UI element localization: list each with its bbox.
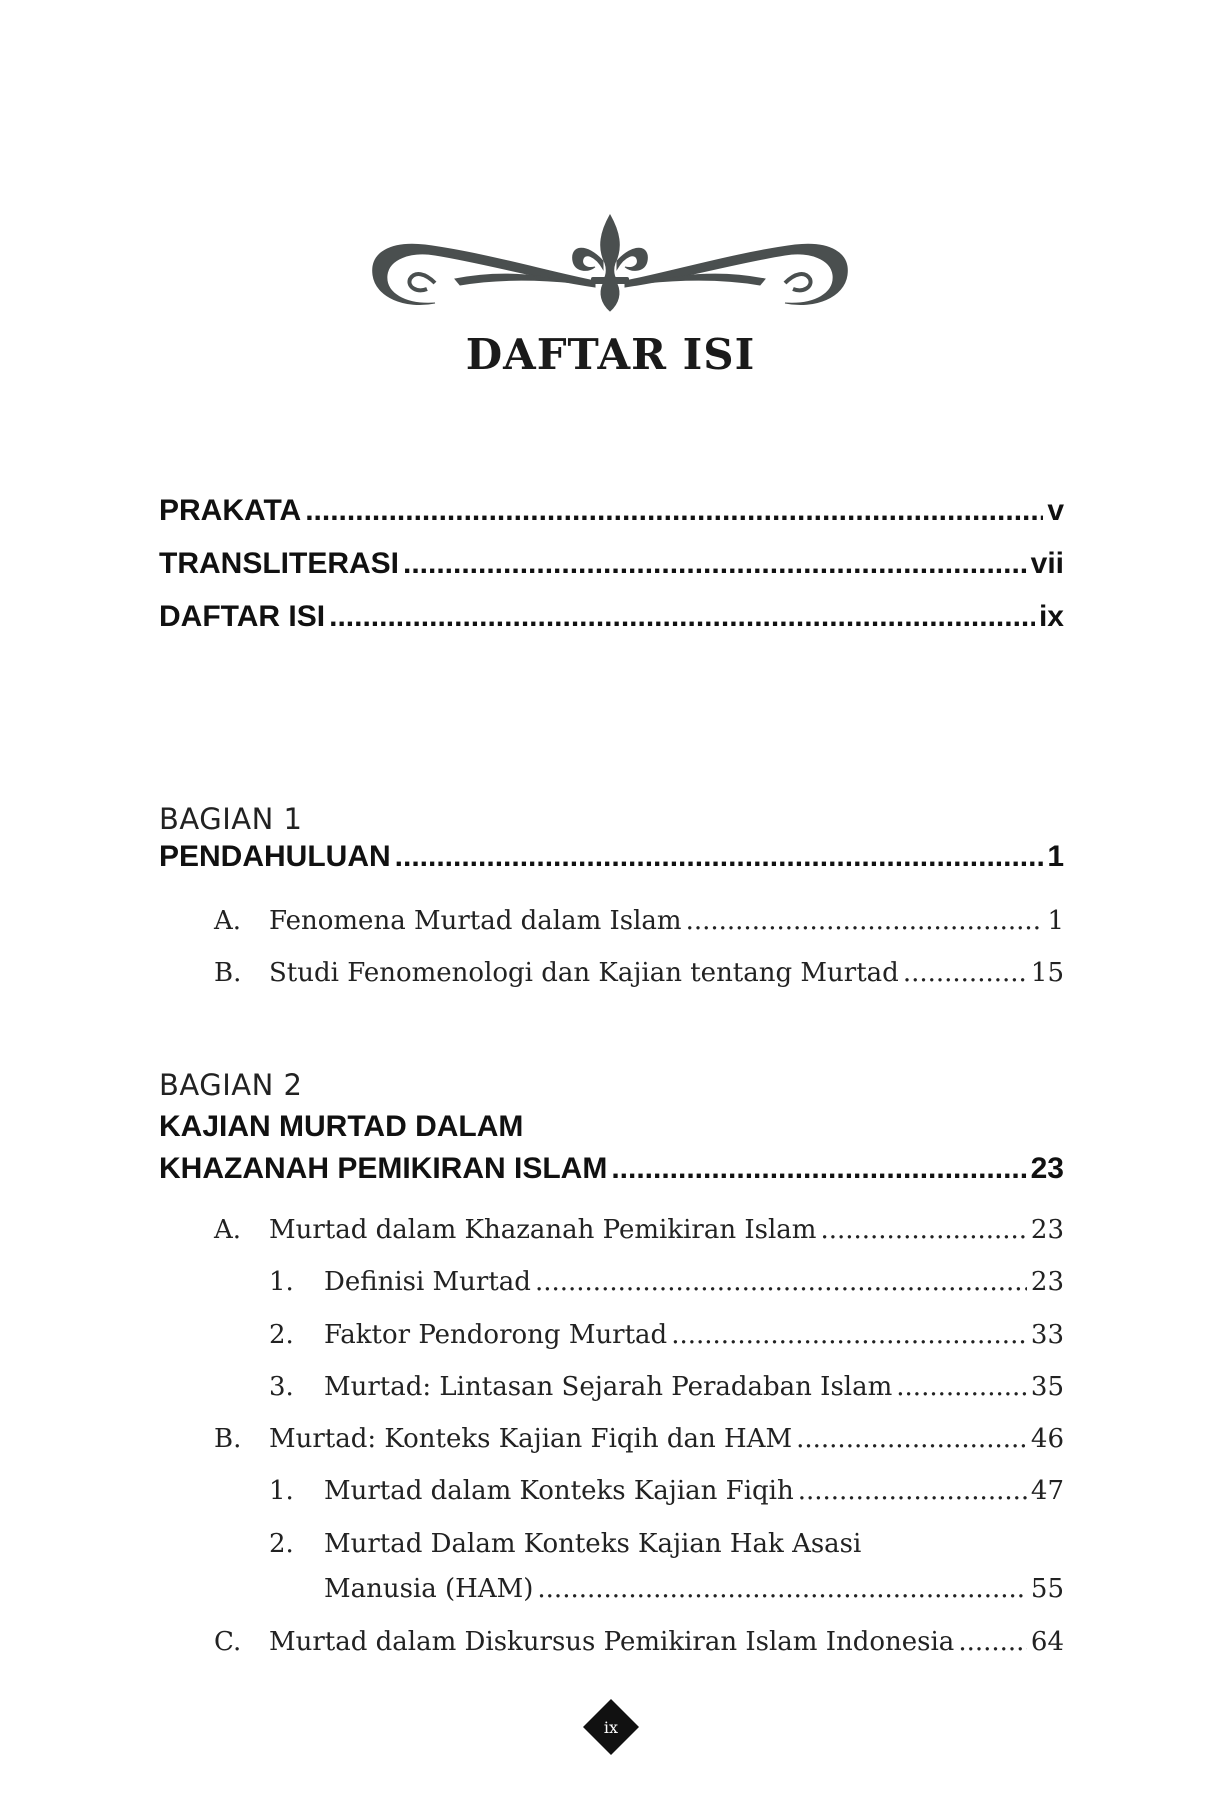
dot-leader xyxy=(671,1320,1027,1350)
list-marker: A. xyxy=(214,906,242,936)
toc-subentry-text: Murtad: Konteks Kajian Fiqih dan HAM xyxy=(269,1424,793,1454)
toc-page-number: ix xyxy=(1038,600,1064,633)
toc-subentry-first-line[interactable] xyxy=(269,1529,1064,1559)
part-title-line: KAJIAN MURTAD DALAM xyxy=(159,1110,524,1143)
toc-subentry-text: Manusia (HAM) xyxy=(324,1574,534,1604)
page-number-diamond xyxy=(582,1698,640,1756)
toc-subentry[interactable] xyxy=(269,1372,1064,1402)
toc-subentry[interactable] xyxy=(269,1476,1064,1506)
toc-page-number: 33 xyxy=(1030,1320,1064,1350)
list-marker: B. xyxy=(214,1424,242,1454)
list-marker: 1. xyxy=(269,1476,294,1506)
dot-leader xyxy=(798,1476,1027,1506)
toc-subentry[interactable] xyxy=(269,1267,1064,1297)
dot-leader xyxy=(896,1372,1027,1402)
toc-entry-label: DAFTAR ISI xyxy=(159,600,326,633)
toc-page-number: v xyxy=(1047,494,1064,527)
toc-page-number: 23 xyxy=(1030,1267,1064,1297)
toc-entry-label: PENDAHULUAN xyxy=(159,840,391,873)
toc-entry-kajian-murtad[interactable] xyxy=(159,1152,1064,1186)
list-marker: B. xyxy=(214,958,242,988)
list-marker: 2. xyxy=(269,1529,294,1559)
dot-leader xyxy=(403,547,1027,581)
folio-number: ix xyxy=(603,1718,619,1737)
toc-page-number: 15 xyxy=(1030,958,1064,988)
dot-leader xyxy=(903,958,1027,988)
toc-page-number: 64 xyxy=(1030,1627,1064,1657)
dot-leader xyxy=(958,1627,1027,1657)
list-marker: A. xyxy=(214,1215,242,1245)
part-label: BAGIAN 1 xyxy=(159,802,303,836)
dot-leader xyxy=(329,600,1035,634)
toc-page-number: 47 xyxy=(1030,1476,1064,1506)
toc-subentry-text: Murtad dalam Diskursus Pemikiran Islam Indonesia xyxy=(269,1627,955,1657)
toc-page-number: 1 xyxy=(1047,840,1064,873)
toc-page-number: 1 xyxy=(1047,906,1064,936)
toc-subentry-text: Fenomena Murtad dalam Islam xyxy=(269,906,682,936)
toc-subentry[interactable] xyxy=(214,958,1064,988)
toc-subentry[interactable] xyxy=(214,1215,1064,1245)
toc-subentry[interactable] xyxy=(214,1627,1064,1657)
toc-subentry-text: Definisi Murtad xyxy=(324,1267,531,1297)
dot-leader xyxy=(796,1424,1027,1454)
toc-page-number: 46 xyxy=(1030,1424,1064,1454)
part-label: BAGIAN 2 xyxy=(159,1068,303,1102)
toc-entry-daftar-isi[interactable] xyxy=(159,600,1064,634)
dot-leader xyxy=(537,1574,1027,1604)
toc-subentry-text: Murtad dalam Konteks Kajian Fiqih xyxy=(324,1476,794,1506)
list-marker: C. xyxy=(214,1627,242,1657)
toc-subentry-text: Murtad: Lintasan Sejarah Peradaban Islam xyxy=(324,1372,893,1402)
toc-entry-label: TRANSLITERASI xyxy=(159,547,399,580)
toc-page-number: 23 xyxy=(1030,1215,1064,1245)
dot-leader xyxy=(820,1215,1026,1245)
dot-leader xyxy=(395,840,1044,874)
toc-page-number: 23 xyxy=(1030,1152,1064,1185)
toc-entry-prakata[interactable] xyxy=(159,494,1064,528)
ornament-fleur-de-lis-icon xyxy=(365,213,855,315)
toc-page-number: vii xyxy=(1030,547,1064,580)
page-title: DAFTAR ISI xyxy=(465,330,756,379)
list-marker: 3. xyxy=(269,1372,294,1402)
toc-subentry-continuation[interactable] xyxy=(324,1574,1064,1604)
toc-subentry-text: Murtad Dalam Konteks Kajian Hak Asasi xyxy=(324,1529,862,1559)
toc-page-number: 55 xyxy=(1030,1574,1064,1604)
toc-entry-label: PRAKATA xyxy=(159,494,302,527)
toc-entry-pendahuluan[interactable] xyxy=(159,840,1064,874)
toc-subentry-text: Studi Fenomenologi dan Kajian tentang Murtad xyxy=(269,958,899,988)
toc-subentry-text: Faktor Pendorong Murtad xyxy=(324,1320,668,1350)
dot-leader xyxy=(686,906,1044,936)
toc-entry-label: KHAZANAH PEMIKIRAN ISLAM xyxy=(159,1152,608,1185)
dot-leader xyxy=(305,494,1043,528)
toc-page-number: 35 xyxy=(1030,1372,1064,1402)
list-marker: 1. xyxy=(269,1267,294,1297)
toc-subentry[interactable] xyxy=(269,1320,1064,1350)
dot-leader xyxy=(611,1152,1026,1186)
list-marker: 2. xyxy=(269,1320,294,1350)
dot-leader xyxy=(535,1267,1027,1297)
toc-subentry-text: Murtad dalam Khazanah Pemikiran Islam xyxy=(269,1215,817,1245)
toc-entry-transliterasi[interactable] xyxy=(159,547,1064,581)
toc-subentry[interactable] xyxy=(214,906,1064,936)
toc-subentry[interactable] xyxy=(214,1424,1064,1454)
